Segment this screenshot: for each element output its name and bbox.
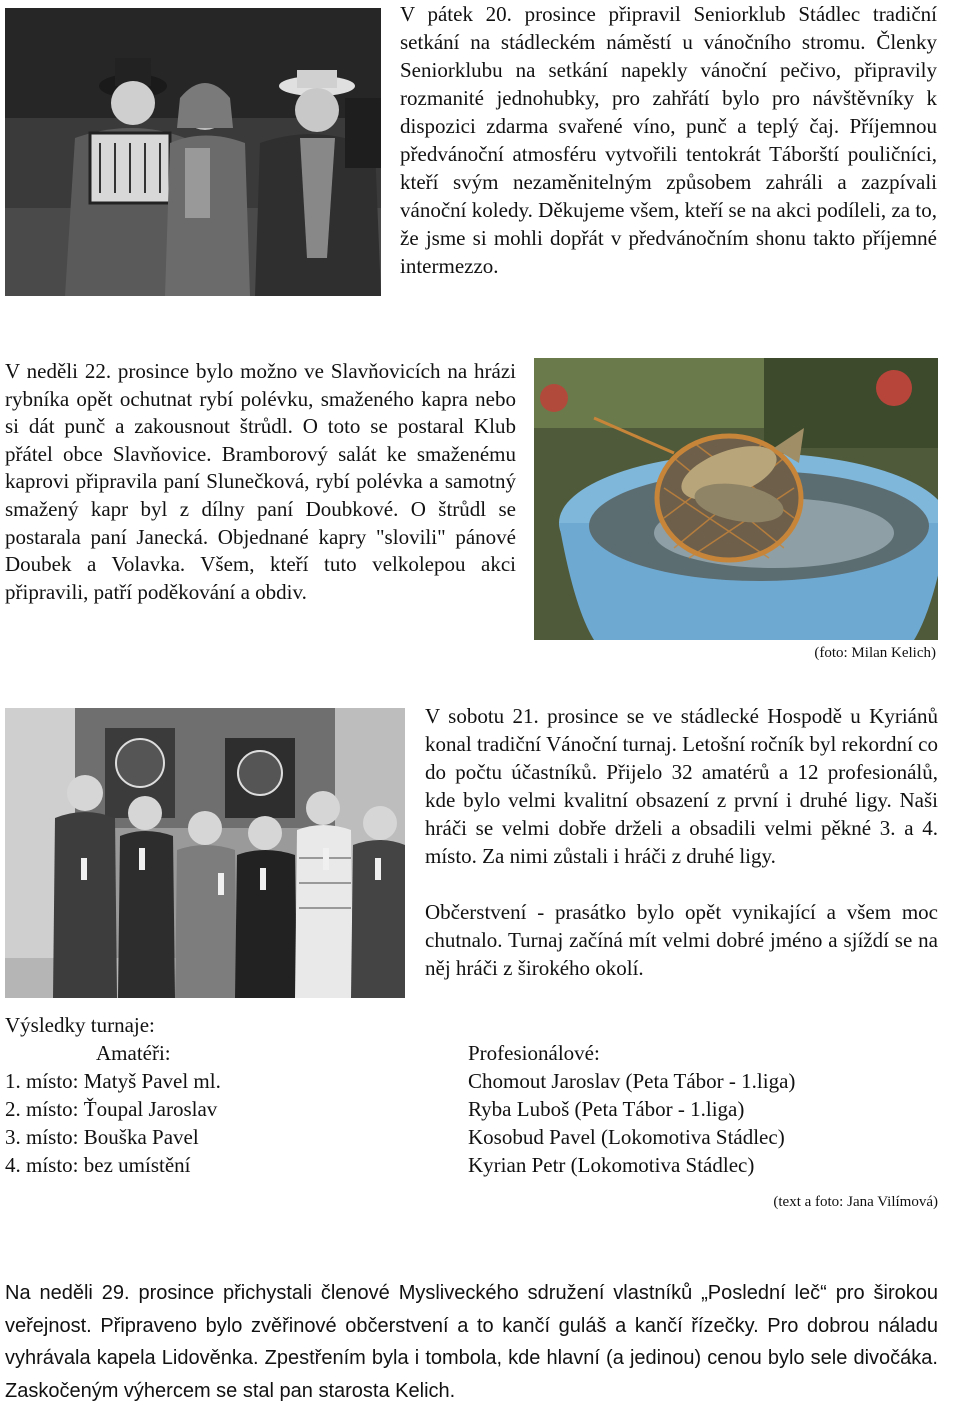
- list-item: 1. místo: Matyš Pavel ml.: [5, 1069, 221, 1093]
- list-item: 3. místo: Bouška Pavel: [5, 1125, 199, 1149]
- list-item: Chomout Jaroslav (Peta Tábor - 1.liga): [468, 1069, 796, 1093]
- results-heading: Výsledky turnaje:: [5, 1013, 155, 1037]
- photo-credit-vilimova: (text a foto: Jana Vilímová): [773, 1194, 938, 1210]
- pros-list: [468, 1067, 795, 1179]
- amateurs-list: [5, 1067, 221, 1179]
- pros-label: Profesionálové:: [468, 1041, 600, 1065]
- article-posledni-lec: Na neděli 29. prosince přichystali členové Mysliveckého sdružení vlastníků „Poslední leč“ pro širokou veřejnost. Připraveno bylo zvěřinové občerstvení a to kančí guláš a kančí řízečky. Pro dobrou náladu vyhrávala kapela Lidověnka. Zpestřením byla i tombola, kde hlavní (a jedinou) cenou bylo sele divočáka. Zaskočeným výhercem se stal pan starosta Kelich.: [5, 1282, 938, 1402]
- article-seniorklub: V pátek 20. prosince připravil Seniorklub Stádlec tradiční setkání na stádleckém náměstí u vánočního stromu. Členky Seniorklubu na setkání napekly vánoční pečivo, připravily rozmanité jednohubky, pro zahřátí bylo pro návštěvníky k dispozici zdarma svařené víno, punč a teplý čaj. Příjemnou předvánoční atmosféru vytvořili tentokrát Táborští pouličníci, kteří svým nezaměnitelným způsobem zahráli a zazpívali vánoční koledy. Děkujeme všem, kteří se na akci podíleli, za to, že jsme si mohli dopřát v předvánočním shonu takto příjemné intermezzo.: [400, 2, 937, 278]
- list-item: 2. místo: Ťoupal Jaroslav: [5, 1097, 218, 1121]
- photo-credit-kelich: (foto: Milan Kelich): [814, 645, 936, 661]
- article-slavnovice: V neděli 22. prosince bylo možno ve Slavňovicích na hrázi rybníka opět ochutnat rybí polévku, smaženého kapra nebo si dát punč a zakousnout štrůdl. O toto se postaral Klub přátel obce Slavňovice. Bramborový salát ke smaženému kaprovi připravila paní Slunečková, rybí polévka a samotný smažený kapr byl z dílny paní Doubkové. O štrůdl se postarala paní Janecká. Objednané kapry "slovili" pánové Doubek a Volavka. Všem, kteří tuto velkolepou akci připravili, patří poděkování a obdiv.: [5, 359, 516, 604]
- list-item: Kyrian Petr (Lokomotiva Stádlec): [468, 1153, 755, 1177]
- list-item: Kosobud Pavel (Lokomotiva Stádlec): [468, 1125, 785, 1149]
- amateurs-label: Amatéři:: [96, 1041, 171, 1065]
- photo-street-musicians: [5, 8, 381, 296]
- list-item: 4. místo: bez umístění: [5, 1153, 191, 1177]
- article-darts-refreshments: Občerstvení - prasátko bylo opět vynikající a všem moc chutnalo. Turnaj začíná mít velmi dobré jméno a sjíždí se na něj hráči z širokého okolí.: [425, 900, 938, 980]
- list-item: Ryba Luboš (Peta Tábor - 1.liga): [468, 1097, 745, 1121]
- photo-carp-tub: [534, 358, 938, 640]
- photo-darts-players: [5, 708, 405, 998]
- article-darts-tournament: V sobotu 21. prosince se ve stádlecké Hospodě u Kyriánů konal tradiční Vánoční turnaj. Letošní ročník byl rekordní co do počtu účastníků. Přijelo 32 amatérů a 12 profesionálů, kde bylo velmi kvalitní obsazení z první i druhé ligy. Naši hráči se velmi dobře drželi a obsadili velmi pěkné 3. a 4. místo. Za nimi zůstali i hráči z druhé ligy.: [425, 704, 938, 868]
